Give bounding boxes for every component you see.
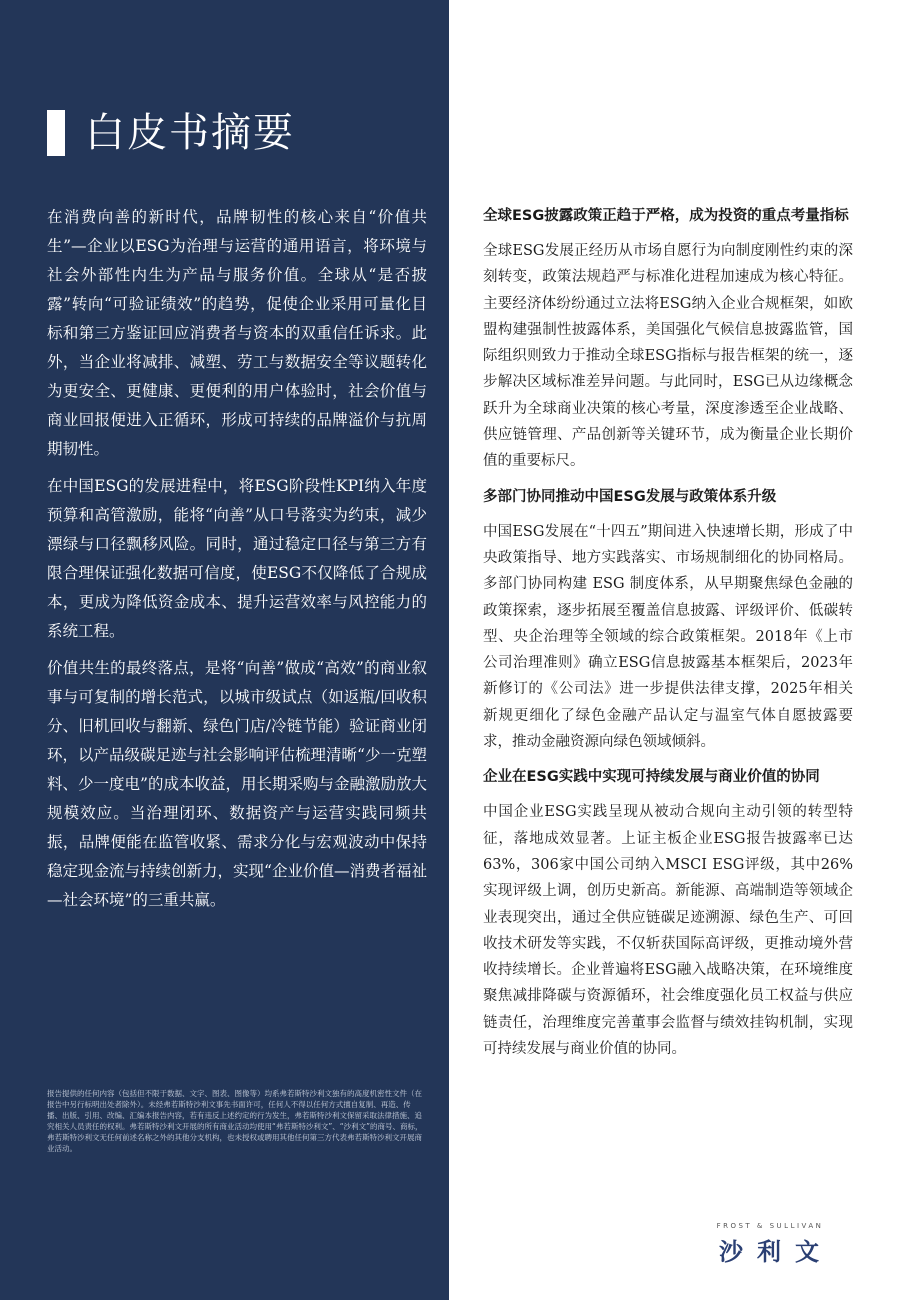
page-title: 白皮书摘要 (85, 110, 295, 156)
logo-english-text: FROST & SULLIVAN (716, 1222, 824, 1230)
frost-sullivan-logo (705, 1222, 835, 1267)
section-heading: 企业在ESG实践中实现可持续发展与商业价值的协同 (483, 769, 820, 786)
title-accent-bar (47, 110, 65, 156)
left-paragraph: 在消费向善的新时代，品牌韧性的核心来自“价值共生”—企业以ESG为治理与运营的通用语言，将环境与社会外部性内生为产品与服务价值。全球从“是否披露”转向“可验证绩效”的趋势，促使企业采用可量化目标和第三方鉴证回应消费者与资本的双重信任诉求。此外，当企业将减排、减塑、劳工与数据安全等议题转化为更安全、更健康、更便利的用户体验时，社会价值与商业回报便进入正循环，形成可持续的品牌溢价与抗周期韧性。 (47, 208, 427, 458)
section-heading: 多部门协同推动中国ESG发展与政策体系升级 (483, 488, 777, 505)
left-paragraph: 价值共生的最终落点，是将“向善”做成“高效”的商业叙事与可复制的增长范式，以城市级试点（如返瓶/回收积分、旧机回收与翻新、绿色门店/冷链节能）验证商业闭环，以产品级碳足迹与社会影响评估梳理清晰“少一克塑料、少一度电”的成本收益，用长期采购与金融激励放大规模效应。当治理闭环、数据资产与运营实践同频共振，品牌便能在监管收紧、需求分化与宏观波动中保持稳定现金流与持续创新力，实现“企业价值—消费者福祉—社会环境”的三重共赢。 (47, 659, 427, 909)
left-body (47, 203, 427, 923)
left-paragraph: 在中国ESG的发展进程中，将ESG阶段性KPI纳入年度预算和高管激励，能将“向善”从口号落实为约束，减少漂绿与口径飘移风险。同时，通过稳定口径与第三方有限合理保证强化数据可信度，使ESG不仅降低了合规成本，更成为降低资金成本、提升运营效率与风控能力的系统工程。 (47, 477, 427, 640)
section-heading: 全球ESG披露政策正趋于严格，成为投资的重点考量指标 (483, 208, 849, 224)
disclaimer-text: 报告提供的任何内容（包括但不限于数据、文字、图表、图像等）均系弗若斯特沙利文独有的高度机密性文件（在报告中另行标明出处者除外）。未经弗若斯特沙利文事先书面许可，任何人不得以任何方式擅自复制、再造、传播、出版、引用、改编、汇编本报告内容，若有违反上述约定的行为发生，弗若斯特沙利文保留采取法律措施、追究相关人员责任的权利。弗若斯特沙利文开展的所有商业活动均使用“弗若斯特沙利文”、“沙利文”的商号、商标，弗若斯特沙利文无任何前述名称之外的其他分支机构，也未授权或聘用其他任何第三方代表弗若斯特沙利文开展商业活动。 (47, 1089, 423, 1153)
section-body: 中国ESG发展在“十四五”期间进入快速增长期，形成了中央政策指导、地方实践落实、市场规制细化的协同格局。多部门协同构建 ESG 制度体系，从早期聚焦绿色金融的政策探索，逐步拓展至覆盖信息披露、评级评价、低碳转型、央企治理等全领域的综合政策框架。2018年《上市公司治理准则》确立ESG信息披露基本框架后，2023年新修订的《公司法》进一步提供法律支撑，2025年相关新规更细化了绿色金融产品认定与温室气体自愿披露要求，推动金融资源向绿色领域倾斜。 (483, 523, 853, 751)
left-panel (0, 0, 449, 1300)
section-body: 中国企业ESG实践呈现从被动合规向主动引领的转型特征，落地成效显著。上证主板企业ESG报告披露率已达63%，306家中国公司纳入MSCI ESG评级，其中26%实现评级上调，创历史新高。新能源、高端制造等领域企业表现突出，通过全供应链碳足迹溯源、绿色生产、可回收技术研发等实践，不仅斩获国际高评级，更推动境外营收持续增长。企业普遍将ESG融入战略决策，在环境维度聚焦减排降碳与资源循环，社会维度强化员工权益与供应链责任，治理维度完善董事会监督与绩效挂钩机制，实现可持续发展与商业价值的协同。 (483, 804, 853, 1058)
title-row (47, 110, 295, 156)
logo-chinese-text: 沙利文 (719, 1238, 833, 1266)
section-body: 全球ESG发展正经历从市场自愿行为向制度刚性约束的深刻转变，政策法规趋严与标准化进程加速成为核心特征。主要经济体纷纷通过立法将ESG纳入企业合规框架，如欧盟构建强制性披露体系，美国强化气候信息披露监管，国际组织则致力于推动全球ESG指标与报告框架的统一，逐步解决区域标准差异问题。与此同时，ESG已从边缘概念跃升为全球商业决策的核心考量，深度渗透至企业战略、供应链管理、产品创新等关键环节，成为衡量企业长期价值的重要标尺。 (483, 243, 853, 470)
right-column (483, 204, 853, 1072)
